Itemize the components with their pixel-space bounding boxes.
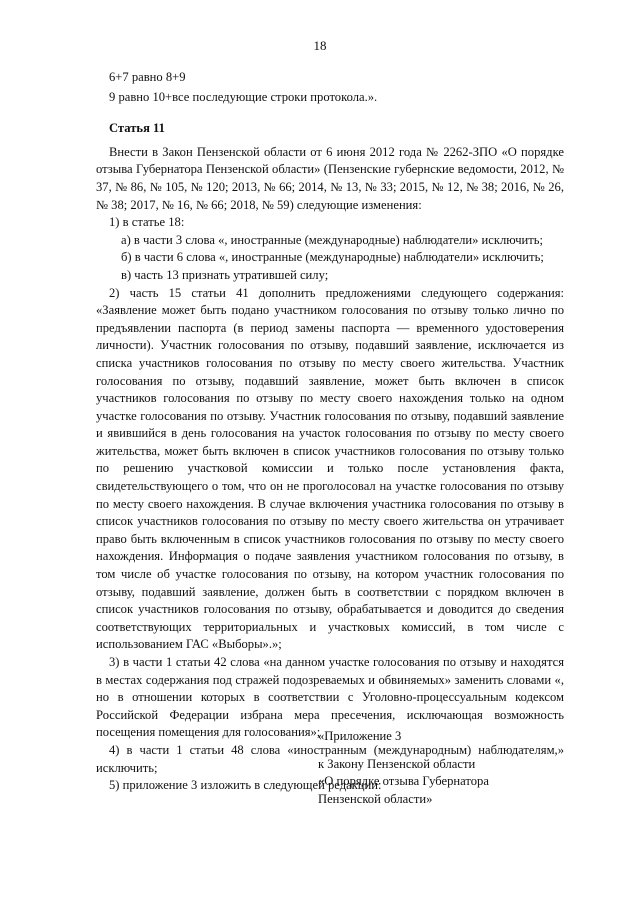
- appendix-line: «О порядке отзыва Губернатора: [318, 774, 489, 789]
- list-item: 5) приложение 3 изложить в следующей редакции:: [109, 778, 382, 793]
- article-heading: Статья 11: [109, 121, 165, 136]
- list-item: 1) в статье 18:: [109, 215, 185, 230]
- list-subitem: а) в части 3 слова «, иностранные (международные) наблюдатели» исключить;: [121, 232, 544, 247]
- page-number: 18: [313, 38, 327, 53]
- appendix-header: [318, 728, 489, 808]
- appendix-title: «Приложение 3: [318, 729, 402, 743]
- list-item: 3) в части 1 статьи 42 слова «на данном участке голосования по отзыву и находятся в местах содержания под стражей подозреваемых и обвиняемых» заменить словами «, но в отношении которых в соответствии с Уголовно-процессуальным кодексом Российской Федерации избрана мера пресечения, исключающая возможность посещения помещения для голосования»;: [96, 655, 564, 740]
- document-body: [96, 69, 564, 795]
- list-subitem: б) в части 6 слова «, иностранные (международные) наблюдатели» исключить;: [121, 250, 544, 265]
- intro-paragraph: Внести в Закон Пензенской области от 6 июня 2012 года № 2262-ЗПО «О порядке отзыва Губернатора Пензенской области» (Пензенские губернские ведомости, 2012, № 37, № 86, № 105, № 120; 2013, № 66; 2014, № 13, № 33; 2015, № 12, № 38; 2016, № 26, № 38; 2017, № 16, № 66; 2018, № 59) следующие изменения:: [96, 144, 564, 212]
- text-line: 9 равно 10+все последующие строки протокола.».: [109, 89, 378, 104]
- list-subitem: в) часть 13 признать утратившей силу;: [121, 267, 329, 282]
- text-line: 6+7 равно 8+9: [109, 70, 186, 84]
- appendix-line: к Закону Пензенской области: [318, 756, 476, 771]
- appendix-line: Пензенской области»: [318, 791, 433, 806]
- list-item: 4) в части 1 статьи 48 слова «иностранным (международным) наблюдателям,» исключить;: [96, 742, 564, 775]
- list-item: 2) часть 15 статьи 41 дополнить предложениями следующего содержания: «Заявление может быть подано участником голосования по отзыву только лично по предъявлении паспорта (в период замены паспорта — временного удостоверения личности). Участник голосования по отзыву, подавший заявление, исключается из списка участников голосования по отзыву по месту своего жительства. Участник голосования по отзыву, подавший заявление, может быть включен в список участников голосования по отзыву по месту своего нахождения только на одном участке голосования по отзыву. Участник голосования по отзыву, подавший заявление и явившийся в день голосования на участок голосования по отзыву по месту своего жительства, может быть включен в список участников голосования по отзыву только по решению участковой комиссии и только после установления факта, свидетельствующего о том, что он не проголосовал на участке голосования по отзыву по месту своего нахождения. В случае включения участника голосования по отзыву в список участников голосования по отзыву по месту своего жительства он утрачивает право быть включенным в список участников голосования по отзыву по месту своего нахождения. Информация о подаче заявления участником голосования по отзыву, в том числе об участке голосования по отзыву, на котором участник голосования по отзыву, подавший заявление, должен быть в соответствии с порядком включен в список участников голосования по отзыву, обрабатывается и доводится до сведения соответствующих территориальных и участковых комиссий, в том числе с использованием ГАС «Выборы».»;: [96, 285, 564, 652]
